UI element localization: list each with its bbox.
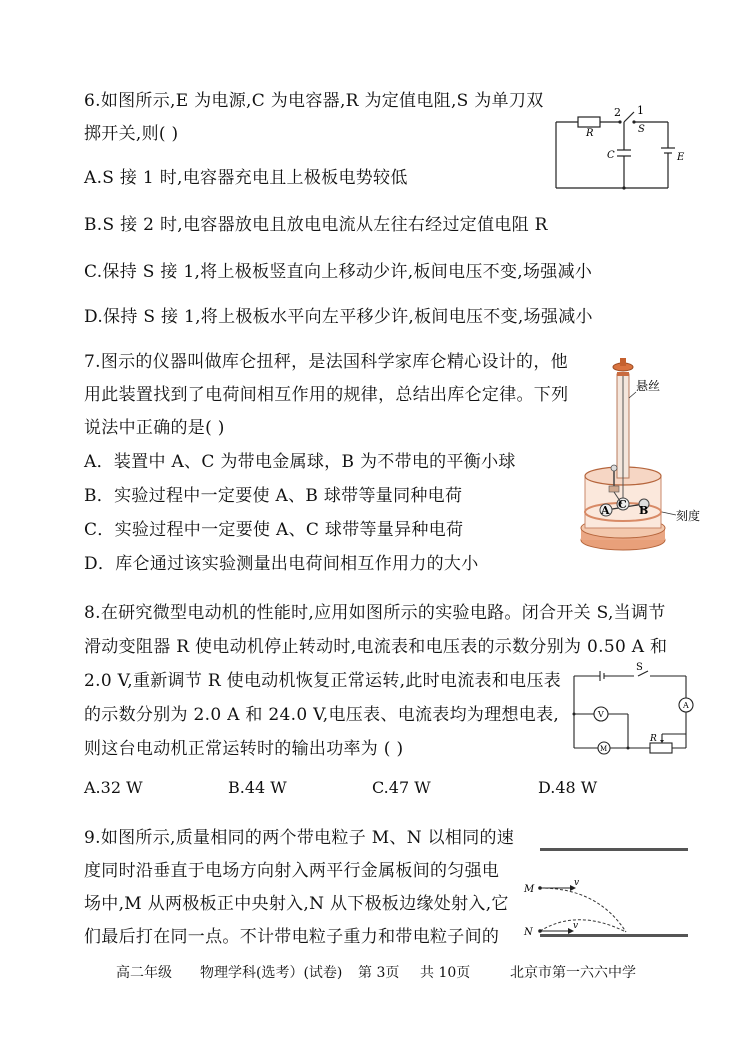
q6-fig-label-s: S <box>638 124 645 135</box>
q6-fig-label-r: R <box>586 128 594 139</box>
q6-option-a: A.S 接 1 时,电容器充电且上极板电势较低 <box>84 168 408 188</box>
torsion-fig-label-b: B <box>639 504 649 517</box>
q8-stem-line-5: 则这台电动机正常运转时的输出功率为 ( ) <box>84 739 404 759</box>
footer-subject: 物理学科(选考）(试卷) <box>200 965 343 981</box>
q8-option-b: B.44 W <box>228 778 287 797</box>
q8-fig-label-r: R <box>650 734 657 744</box>
torsion-fig-label-a: A <box>601 504 610 517</box>
q9-field-figure <box>518 838 698 946</box>
q9-fig-label-m: M <box>524 884 535 895</box>
q9-stem-line-3: 场中,M 从两极板正中央射入,N 从下极板边缘处射入,它 <box>84 894 509 914</box>
q6-stem-line-1: 6.如图所示,E 为电源,C 为电容器,R 为定值电阻,S 为单刀双 <box>84 91 544 111</box>
q7-stem-line-1: 7.图示的仪器叫做库仑扭秤，是法国科学家库仑精心设计的，他 <box>84 352 568 372</box>
q6-option-b: B.S 接 2 时,电容器放电且放电电流从左往右经过定值电阻 R <box>84 215 548 235</box>
q8-fig-label-v: V <box>598 710 604 719</box>
q7-stem-line-2: 用此装置找到了电荷间相互作用的规律，总结出库仑定律。下列 <box>84 385 569 405</box>
q8-stem-line-3: 2.0 V,重新调节 R 使电动机恢复正常运转,此时电流表和电压表 <box>84 671 562 691</box>
q8-stem-line-1: 8.在研究微型电动机的性能时,应用如图所示的实验电路。闭合开关 S,当调节 <box>84 603 666 623</box>
q9-stem-line-2: 度同时沿垂直于电场方向射入两平行金属板间的匀强电 <box>84 861 500 881</box>
q7-stem-line-3: 说法中正确的是( ) <box>84 418 225 438</box>
footer-grade: 高二年级 <box>116 965 172 981</box>
q6-fig-label-c: C <box>607 150 615 161</box>
q7-option-d: D．库仑通过该实验测量出电荷间相互作用力的大小 <box>84 554 479 574</box>
torsion-fig-label-scale: 刻度 <box>676 509 701 523</box>
q6-fig-label-1: 1 <box>637 104 644 117</box>
q8-option-c: C.47 W <box>372 778 431 797</box>
q9-fig-label-n: N <box>524 927 533 938</box>
q9-fig-label-v-bottom: v <box>573 921 579 931</box>
footer-school: 北京市第一六六中学 <box>510 965 636 981</box>
q9-stem-line-4: 们最后打在同一点。不计带电粒子重力和带电粒子间的 <box>84 927 500 947</box>
q8-stem-line-2: 滑动变阻器 R 使电动机停止转动时,电流表和电压表的示数分别为 0.50 A 和 <box>84 637 668 657</box>
q6-option-d: D.保持 S 接 1,将上极板水平向左平移少许,板间电压不变,场强减小 <box>84 307 593 327</box>
q8-circuit-figure <box>568 662 698 758</box>
q8-fig-label-a: A <box>683 701 689 710</box>
q6-stem-line-2: 掷开关,则( ) <box>84 124 179 144</box>
torsion-balance-figure <box>578 352 728 558</box>
q6-fig-label-e: E <box>677 152 685 163</box>
footer-total: 共 10页 <box>420 965 471 981</box>
q6-option-c: C.保持 S 接 1,将上极板竖直向上移动少许,板间电压不变,场强减小 <box>84 262 593 282</box>
q8-option-a: A.32 W <box>84 778 143 797</box>
q8-stem-line-4: 的示数分别为 2.0 A 和 24.0 V,电压表、电流表均为理想电表, <box>84 705 560 725</box>
q6-circuit-figure <box>548 104 698 196</box>
torsion-fig-label-c: C <box>618 498 627 511</box>
q6-fig-label-2: 2 <box>614 106 621 119</box>
q7-option-b: B．实验过程中一定要使 A、B 球带等量同种电荷 <box>84 486 463 506</box>
footer-page: 第 3页 <box>358 965 400 981</box>
q8-fig-label-m: M <box>600 745 608 753</box>
q7-option-c: C．实验过程中一定要使 A、C 球带等量异种电荷 <box>84 520 464 540</box>
q9-stem-line-1: 9.如图所示,质量相同的两个带电粒子 M、N 以相同的速 <box>84 828 515 848</box>
q7-option-a: A．装置中 A、C 为带电金属球，B 为不带电的平衡小球 <box>84 452 516 472</box>
q8-option-d: D.48 W <box>538 778 598 797</box>
q8-fig-label-s: S <box>636 662 643 673</box>
torsion-fig-label-suspension: 悬丝 <box>636 379 661 393</box>
q9-fig-label-v-top: v <box>574 878 580 888</box>
